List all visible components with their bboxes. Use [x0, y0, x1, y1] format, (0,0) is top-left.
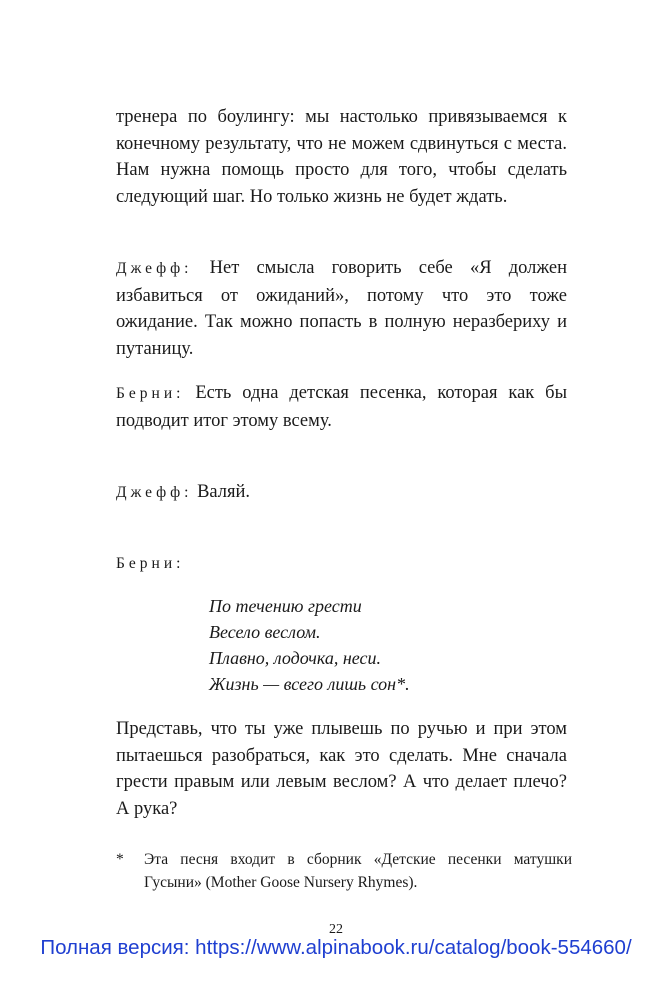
poem-line: Плавно, лодочка, неси. — [209, 648, 382, 668]
dialogue-line — [116, 255, 567, 362]
speaker-name: Берни: — [116, 555, 185, 572]
dialogue-text: Нет смысла говорить себе «Я должен избавиться от ожиданий», потому что это тоже ожидание. Так можно попасть в полную неразбериху и путаницу. — [116, 258, 568, 359]
dialogue-line — [116, 479, 567, 507]
full-version-banner — [0, 936, 672, 960]
paragraph-bernie-1 — [116, 380, 567, 434]
paragraph-text: Представь, что ты уже плывешь по ручью и при этом пытаешься разобраться, как это сделать. Мне сначала грести правым или левым веслом? А что делает плечо? А рука? — [116, 719, 567, 819]
footnote-text: Эта песня входит в сборник «Детские песенки матушки Гусыни» (Mother Goose Nursery Rhymes). — [144, 851, 572, 891]
paragraph-bernie-2 — [116, 550, 567, 578]
paragraph-text: тренера по боулингу: мы настолько привязываемся к конечному результату, что не можем сдвинуться с места. Нам нужна помощь просто для того, чтобы сделать следующий шаг. Но только жизнь не будет ждать. — [116, 107, 567, 207]
paragraph-jeff-1 — [116, 255, 567, 362]
paragraph-6 — [116, 716, 567, 822]
poem-block — [209, 593, 410, 697]
dialogue-text: Валяй. — [197, 482, 251, 502]
speaker-name: Джефф: — [116, 260, 193, 277]
speaker-name: Джефф: — [116, 484, 193, 501]
footnote-mark: * — [116, 851, 124, 868]
footnote — [116, 848, 572, 894]
page-number: 22 — [329, 922, 343, 937]
dialogue-line — [116, 550, 567, 578]
speaker-name: Берни: — [116, 385, 185, 402]
full-version-link[interactable]: Полная версия: https://www.alpinabook.ru/catalog/book-554660/ — [40, 936, 632, 959]
poem-line: Жизнь — всего лишь сон*. — [209, 674, 410, 694]
paragraph-jeff-2 — [116, 479, 567, 507]
poem-line: По течению грести — [209, 596, 362, 616]
dialogue-text: Есть одна детская песенка, которая как бы подводит итог этому всему. — [116, 383, 567, 431]
dialogue-line — [116, 380, 567, 434]
paragraph-1 — [116, 104, 567, 210]
poem-line: Весело веслом. — [209, 622, 321, 642]
